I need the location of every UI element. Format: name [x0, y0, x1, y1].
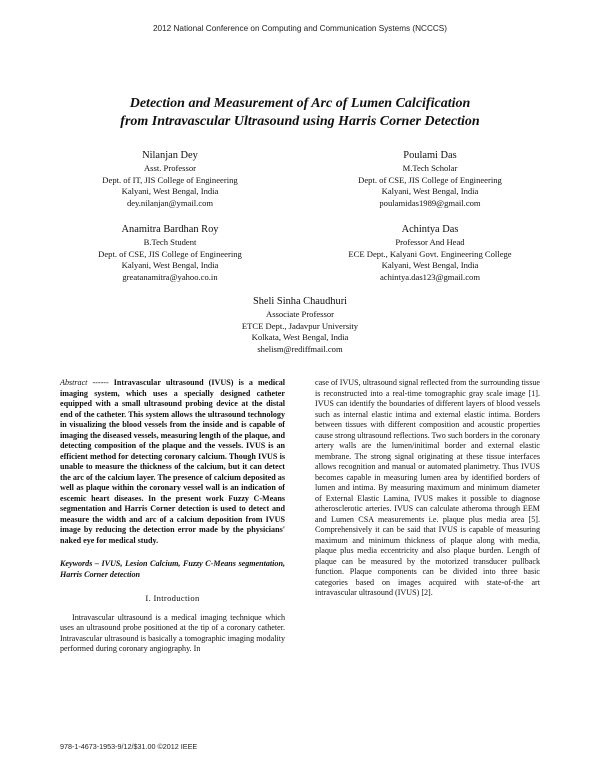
author-place: Kalyani, West Bengal, India	[121, 186, 219, 197]
author-name: Nilanjan Dey	[142, 150, 198, 161]
title-line-2: from Intravascular Ultrasound using Harris Corner Detection	[120, 114, 480, 129]
author-block-2	[310, 148, 550, 209]
paper-title	[60, 95, 540, 131]
author-role: M.Tech Scholar	[402, 163, 458, 173]
body-paragraph: case of IVUS, ultrasound signal reflected from the surrounding tissue is reconstructed into a real-time tomographic gray scale image [1]. IVUS can identify the boundaries of different layers of blood vessels such as internal elastic intima and external elastic intima. Borders between tissues with different composition and acoustic properties cause strong ultrasound reflections. Two such borders in the coronary artery walls are the lumen/initimal border and external elastic membrane. The strong signal originating at these tissue interfaces allows recognition and manual or automated planimetry. Thus IVUS becomes capable in measuring lumen area by identified borders of lumen and intima. By measuring maximum and minimum diameter of External Elastic Lamina, IVUS makes it possible to diagnose atherosclerotic arteries. IVUS can calculate atheroma through EEM and Lumen CSA measurements i.e. plaque plus media area [5]. Comprehensively it can be said that IVUS is capable of measuring maximum and minimum thickness of plaque along with media, plaque plus media eccentricity and also plaque burden. Length of plaque can be measured by the motorized transducer pullback function. Plaque components can be divided into three basic categories based on images acquired with state-of-the art intravascular ultrasound (IVUS) [2].	[315, 378, 540, 597]
author-dept: Dept. of CSE, JIS College of Engineering	[358, 174, 502, 185]
author-role: B.Tech Student	[143, 237, 197, 247]
conference-header: 2012 National Conference on Computing and Communication Systems (NCCCS)	[153, 24, 447, 33]
abstract-label: Abstract ------	[60, 378, 109, 387]
author-dept: ECE Dept., Kalyani Govt. Engineering College	[348, 248, 512, 259]
author-name: Achintya Das	[401, 224, 459, 235]
author-email: achintya.das123@gmail.com	[379, 271, 481, 282]
author-place: Kalyani, West Bengal, India	[381, 260, 479, 271]
author-block-4	[310, 222, 550, 283]
author-name: Poulami Das	[403, 150, 457, 161]
right-column	[315, 378, 540, 599]
author-place: Kalyani, West Bengal, India	[121, 260, 219, 271]
author-email: dey.nilanjan@ymail.com	[126, 197, 214, 208]
author-role: Asst. Professor	[143, 163, 197, 173]
author-dept: Dept. of IT, JIS College of Engineering	[102, 174, 238, 185]
abstract-body: Intravascular ultrasound (IVUS) is a medical imaging system, which uses a specially designed catheter equipped with a small ultrasound probing device at the distal end of the catheter. This system allows the ultrasound technology in visualizing the blood vessels from the inside and is capable of imaging the diseased vessels, measuring length of the plaque, and detecting composition of the plaque and the vessels. IVUS is an efficient method for detecting coronary calcium. Though IVUS is unable to measure the thickness of the calcium, but it can detect the arc of the calcium layer. The presence of calcium deposited as well as plaque within the coronary vessel wall is an indication of escemic heart diseases. In the present work Fuzzy C-Means segmentation and Harris Corner detection is used to detect and measure the width and arc of a calcium deposition from IVUS image by reducing the detection error made by the physicians' naked eye for medical study.	[60, 378, 285, 545]
author-place: Kalyani, West Bengal, India	[381, 186, 479, 197]
author-block-5	[180, 294, 420, 355]
left-column	[60, 378, 285, 655]
author-name: Anamitra Bardhan Roy	[121, 224, 219, 235]
section-heading: I. Introduction	[145, 593, 200, 603]
title-line-1: Detection and Measurement of Arc of Lumen Calcification	[129, 96, 471, 111]
author-name: Sheli Sinha Chaudhuri	[252, 296, 348, 307]
author-role: Associate Professor	[265, 309, 335, 319]
author-email: greatanamitra@yahoo.co.in	[122, 271, 218, 282]
copyright-footer: 978-1-4673-1953-9/12/$31.00 ©2012 IEEE	[60, 742, 198, 751]
author-role: Professor And Head	[395, 237, 465, 247]
abstract	[60, 378, 285, 546]
author-block-1	[50, 148, 290, 209]
intro-paragraph: Intravascular ultrasound is a medical imaging technique which uses an ultrasound probe positioned at the tip of a coronary catheter. Intravascular ultrasound is basically a tomographic imaging modality performed during coronary angiography. In	[60, 612, 285, 653]
author-dept: Dept. of CSE, JIS College of Engineering	[98, 248, 242, 259]
author-place: Kolkata, West Bengal, India	[251, 332, 349, 343]
author-email: shelism@rediffmail.com	[257, 343, 343, 354]
keywords: Keywords – IVUS, Lesion Calcium, Fuzzy C-Means segmentation, Harris Corner detection	[60, 559, 285, 579]
author-email: poulamidas1989@gmail.com	[379, 197, 481, 208]
author-block-3	[50, 222, 290, 283]
author-dept: ETCE Dept., Jadavpur University	[241, 320, 359, 331]
